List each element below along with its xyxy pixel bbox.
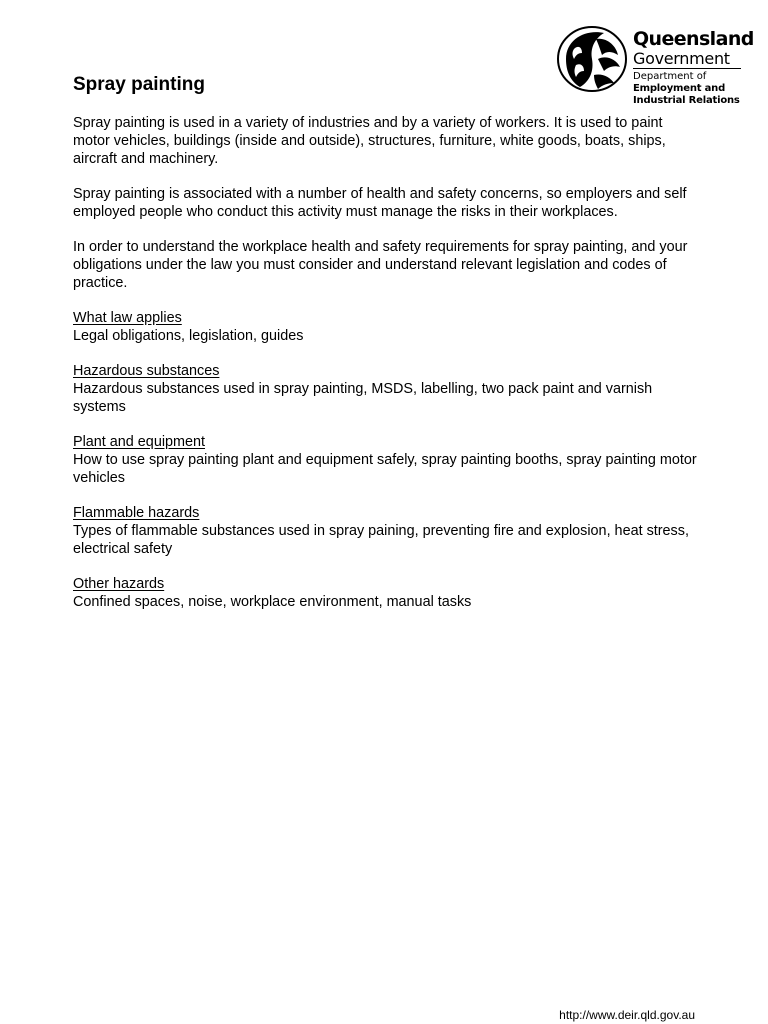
section-description: Hazardous substances used in spray painting, MSDS, labelling, two pack paint and varnish systems — [73, 381, 653, 415]
logo-divider — [633, 68, 741, 69]
section-plant-and-equipment — [73, 433, 703, 487]
section-heading-link[interactable]: Flammable hazards — [73, 505, 200, 521]
document-body — [73, 114, 703, 628]
section-other-hazards — [73, 575, 703, 611]
requirements-paragraph: In order to understand the workplace health and safety requirements for spray painting, and your obligations under the law you must consider and understand relevant legislation and codes of practice. — [73, 239, 688, 291]
section-description: Types of flammable substances used in spray paining, preventing fire and explosion, heat stress, electrical safety — [73, 523, 689, 557]
logo-department-line-1: Department of — [633, 71, 707, 82]
section-heading-link[interactable]: Plant and equipment — [73, 434, 206, 450]
section-description: Legal obligations, legislation, guides — [73, 328, 304, 344]
logo-wordmark — [633, 28, 754, 107]
queensland-government-logo — [556, 25, 754, 115]
section-heading-link[interactable]: Other hazards — [73, 576, 165, 592]
concerns-paragraph: Spray painting is associated with a number of health and safety concerns, so employers and self employed people who conduct this activity must manage the risks in their workplaces. — [73, 186, 687, 220]
section-description: Confined spaces, noise, workplace environment, manual tasks — [73, 594, 472, 610]
footer-url-link[interactable]: http://www.deir.qld.gov.au — [559, 1008, 695, 1022]
queensland-emblem-icon — [556, 25, 628, 93]
section-hazardous-substances — [73, 362, 703, 416]
section-what-law-applies — [73, 309, 703, 345]
section-flammable-hazards — [73, 504, 703, 558]
section-description: How to use spray painting plant and equipment safely, spray painting booths, spray painting motor vehicles — [73, 452, 697, 486]
logo-government: Government — [633, 49, 730, 68]
page-title: Spray painting — [73, 74, 205, 95]
logo-department-line-3: Industrial Relations — [633, 95, 740, 106]
logo-name: Queensland — [633, 28, 754, 50]
intro-paragraph: Spray painting is used in a variety of industries and by a variety of workers. It is used to paint motor vehicles, buildings (inside and outside), structures, furniture, white goods, boats, ships, aircraft and machinery. — [73, 115, 666, 167]
section-heading-link[interactable]: Hazardous substances — [73, 363, 220, 379]
section-heading-link[interactable]: What law applies — [73, 310, 182, 326]
logo-department-line-2: Employment and — [633, 83, 726, 94]
